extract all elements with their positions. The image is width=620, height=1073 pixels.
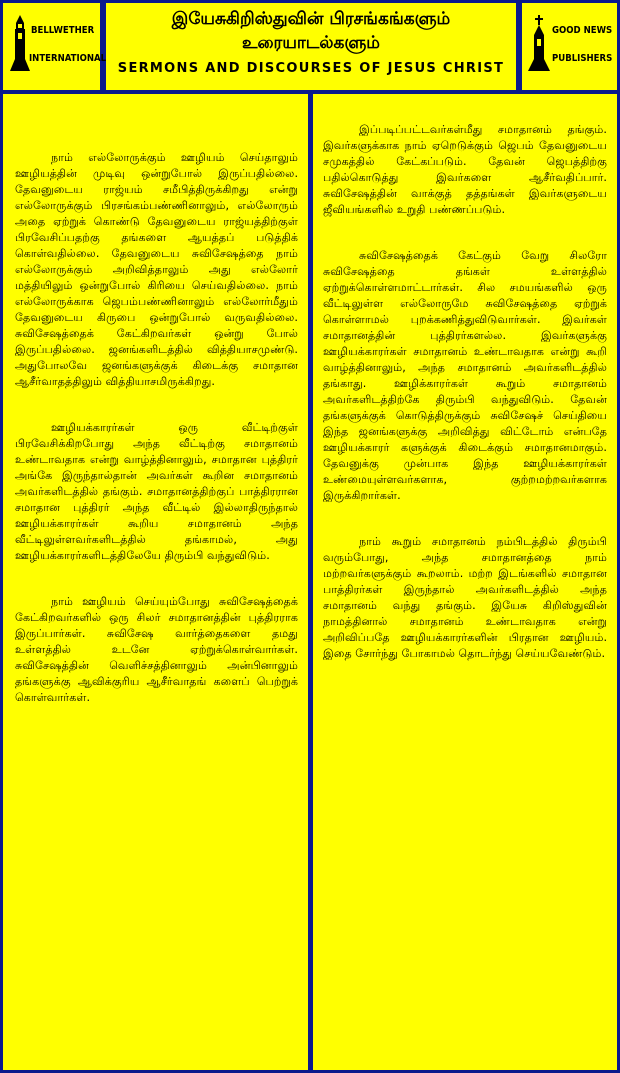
logo-left-line2: INTERNATIONAL bbox=[29, 53, 107, 64]
bellwether-logo bbox=[3, 3, 107, 90]
logo-right-line1: GOOD NEWS bbox=[552, 25, 613, 36]
title-block bbox=[106, 3, 516, 90]
paragraph: நாம் கூறும் சமாதானம் நம்பிடத்தில் திரும்பி வரும்போது, அந்த சமாதானத்தை நாம் மற்றவர்களுக்கும் கூறலாம். மற்ற இடங்களில் சமாதான பாத்திரர்கள் இருந்தால் அவர்களிடத்தில் அந்த சமாதானம் வந்து தங்கும். இயேசு கிறிஸ்துவின் நாமத்தினால் சமாதானம் உண்டாவதாக என்று அறிவிப்பதே ஊழியக்காரர்களின் பிரதான ஊழியம். இதை சோர்ந்து போகாமல் தொடர்ந்து செய்யவேண்டும். bbox=[323, 535, 607, 660]
bell-tower-icon bbox=[10, 15, 30, 71]
title-tamil-line1: இயேசுகிறிஸ்துவின் பிரசங்கங்களும் bbox=[171, 9, 451, 29]
paragraph: நாம் ஊழியம் செய்யும்போது சுவிசேஷத்தைக் கேட்கிறவர்களில் ஒரு சிலர் சமாதானத்தின் புத்திரராக இருப்பார்கள். சுவிசேஷ வார்த்தைகளை தமது உள்ளத்தில் உடனே ஏற்றுக்கொள்வார்கள். சுவிசேஷத்தின் வெளிச்சத்தினாலும் அன்பினாலும் தங்களுக்கு ஆவிக்குரிய ஆசீர்வாதங் களைப் பெற்றுக் கொள்வார்கள். bbox=[15, 595, 298, 704]
logo-right-line2: PUBLISHERS bbox=[552, 53, 613, 64]
good-news-logo bbox=[522, 3, 617, 90]
paragraph: இப்படிப்பட்டவர்கள்மீது சமாதானம் தங்கும். இவர்களுக்காக நாம் ஏறெடுக்கும் ஜெபம் தேவனுடைய சமுகத்தில் கேட்கப்படும். தேவன் ஜெபத்திற்கு பதில்கொடுத்து இவர்களை ஆசீர்வதிப்பார். சுவிசேஷத்தின் வாக்குத் தத்தங்கள் இவர்களுடைய ஜீவியங்களில் உறுதி பண்ணப்படும். bbox=[323, 123, 607, 216]
left-column bbox=[3, 94, 308, 1070]
paragraph: ஊழியக்காரர்கள் ஒரு வீட்டிற்குள் பிரவேசிக்கிறபோது அந்த வீட்டிற்கு சமாதானம் உண்டாவதாக என்று வாழ்த்தினாலும், சமாதான புத்திரர் அங்கே இருந்தால்தான் அவர்கள் கூறின சமாதானம் அவர்களிடத்தில் தங்கும். சமாதானத்திற்குப் பாத்திரரான சமாதான புத்திரர் அந்த வீட்டில் இல்லாதிருந்தால் ஊழியக்காரர்கள் கூறிய சமாதானம் அந்த வீட்டிலுள்ளவர்களிடத்தில் தங்காமல், அது ஊழியக்காரர்களிடத்திலேயே திரும்பி வந்துவிடும். bbox=[15, 421, 298, 562]
title-tamil-line2: உரையாடல்களும் bbox=[242, 33, 380, 53]
paragraph: நாம் எல்லோருக்கும் ஊழியம் செய்தாலும் ஊழியத்தின் முடிவு ஒன்றுபோல் இருப்பதில்லை. தேவனுடைய ராஜ்யம் சமீபித்திருக்கிறது என்று எல்லோருக்கும் பிரசங்கம்பண்ணினாலும், எல்லோரும் அதை ஏற்றுக் கொண்டு தேவனுடைய ராஜ்யத்திற்குள் பிரவேசிப்பதற்கு தங்களை ஆயத்தப் படுத்திக் கொள்வதில்லை. தேவனுடைய சுவிசேஷத்தை நாம் எல்லோருக்கும் அறிவித்தாலும் அது எல்லோர் மத்தியிலும் ஒன்றுபோல் கிரியை செய்வதில்லை. நாம் எல்லோருக்காக ஜெபம்பண்ணினாலும் எல்லோர்மீதும் தேவனுடைய கிருபை ஒன்றுபோல் வருவதில்லை. சுவிசேஷத்தைக் கேட்கிறவர்கள் ஒன்று போல் இருப்பதில்லை. ஜனங்களிடத்தில் வித்தியாசமுண்டு. அதுபோலவே ஜனங்களுக்குக் கிடைக்கு சமாதான ஆசீர்வாதத்திலும் வித்தியாசமிருக்கிறது. bbox=[15, 151, 298, 388]
paragraph: சுவிசேஷத்தைக் கேட்கும் வேறு சிலரோ சுவிசேஷத்தை தங்கள் உள்ளத்தில் ஏற்றுக்கொள்ளமாட்டார்கள். சில சமயங்களில் ஒரு வீட்டிலுள்ள எல்லோருமே சுவிசேஷத்தை ஏற்றுக் கொள்ளாமல் புறக்கணித்துவிடுவார்கள். இவர்கள் சமாதானத்தின் புத்திரர்களல்ல. இவர்களுக்கு ஊழியக்காரர்கள் சமாதானம் உண்டாவதாக என்று கூறி வாழ்த்தினாலும், அந்த சமாதானம் அவர்களிடத்தில் தங்காது. ஊழிக்காரர்கள் கூறும் சமாதானம் அவர்களிடத்திற்கே திரும்பி வந்துவிடும். தேவன் தங்களுக்குக் கொடுத்திருக்கும் சுவிசேஷச் செய்தியை இந்த ஜனங்களுக்கு அறிவித்து விட்டோம் என்பதே ஊழியக்காரர் களுக்குக் கிடைக்கும் சமாதானமாகும். தேவனுக்கு முன்பாக இந்த ஊழியக்காரர்கள் உண்மையுள்ளவர்களாக, குற்றமற்றவர்களாக இருக்கிறார்கள். bbox=[323, 249, 607, 502]
page-header bbox=[0, 0, 620, 94]
logo-left-line1: BELLWETHER bbox=[31, 25, 95, 36]
right-column bbox=[313, 94, 617, 1070]
church-icon bbox=[528, 15, 550, 71]
title-english: SERMONS AND DISCOURSES OF JESUS CHRIST bbox=[117, 61, 505, 76]
